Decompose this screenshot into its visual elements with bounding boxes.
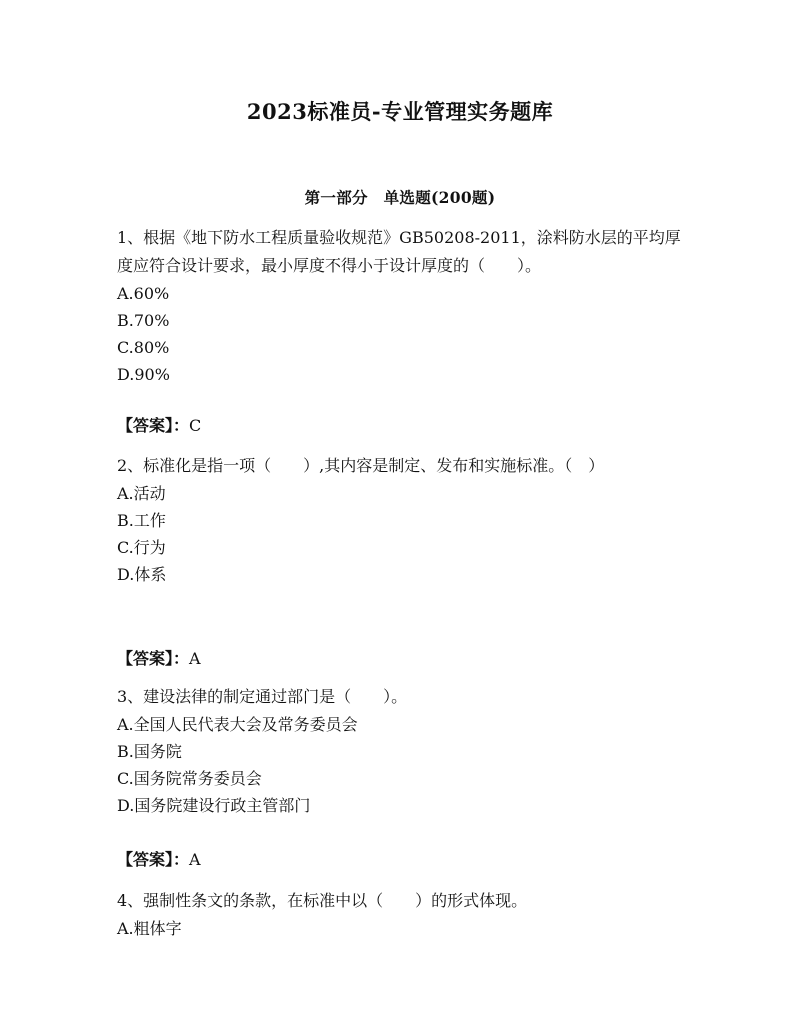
- option-a: A.粗体字: [117, 919, 182, 938]
- answer-value: C: [189, 416, 202, 435]
- document-title: 2023标准员-专业管理实务题库: [246, 99, 554, 124]
- option-c: C.国务院常务委员会: [117, 769, 262, 788]
- option-d: D.90%: [117, 365, 170, 384]
- question-stem: 2、标准化是指一项（ ）,其内容是制定、发布和实施标准。（ ）: [117, 456, 605, 475]
- option-d: D.国务院建设行政主管部门: [117, 796, 311, 815]
- option-b: B.国务院: [117, 742, 182, 761]
- answer-label: 【答案】：: [117, 416, 190, 435]
- question-1: [117, 224, 692, 388]
- option-a: A.60%: [117, 284, 170, 303]
- option-b: B.工作: [117, 511, 166, 530]
- answer-3: [117, 846, 201, 874]
- answer-value: A: [189, 850, 201, 869]
- question-2: [117, 452, 692, 588]
- answer-1: [117, 412, 201, 440]
- option-c: C.行为: [117, 538, 166, 557]
- option-a: A.活动: [117, 484, 166, 503]
- section-title: 第一部分 单选题(200题): [304, 188, 496, 207]
- answer-label: 【答案】：: [117, 649, 190, 668]
- option-d: D.体系: [117, 565, 167, 584]
- question-3: [117, 683, 692, 819]
- question-4: [117, 887, 692, 942]
- option-c: C.80%: [117, 338, 170, 357]
- question-stem: 1、根据《地下防水工程质量验收规范》GB50208-2011，涂料防水层的平均厚度应符合设计要求，最小厚度不得小于设计厚度的（ ）。: [117, 228, 681, 275]
- option-a: A.全国人民代表大会及常务委员会: [117, 715, 358, 734]
- option-b: B.70%: [117, 311, 170, 330]
- answer-label: 【答案】：: [117, 850, 190, 869]
- question-stem: 4、强制性条文的条款，在标准中以（ ）的形式体现。: [117, 891, 528, 910]
- answer-2: [117, 645, 201, 673]
- question-stem: 3、建设法律的制定通过部门是（ ）。: [117, 687, 408, 706]
- answer-value: A: [189, 649, 201, 668]
